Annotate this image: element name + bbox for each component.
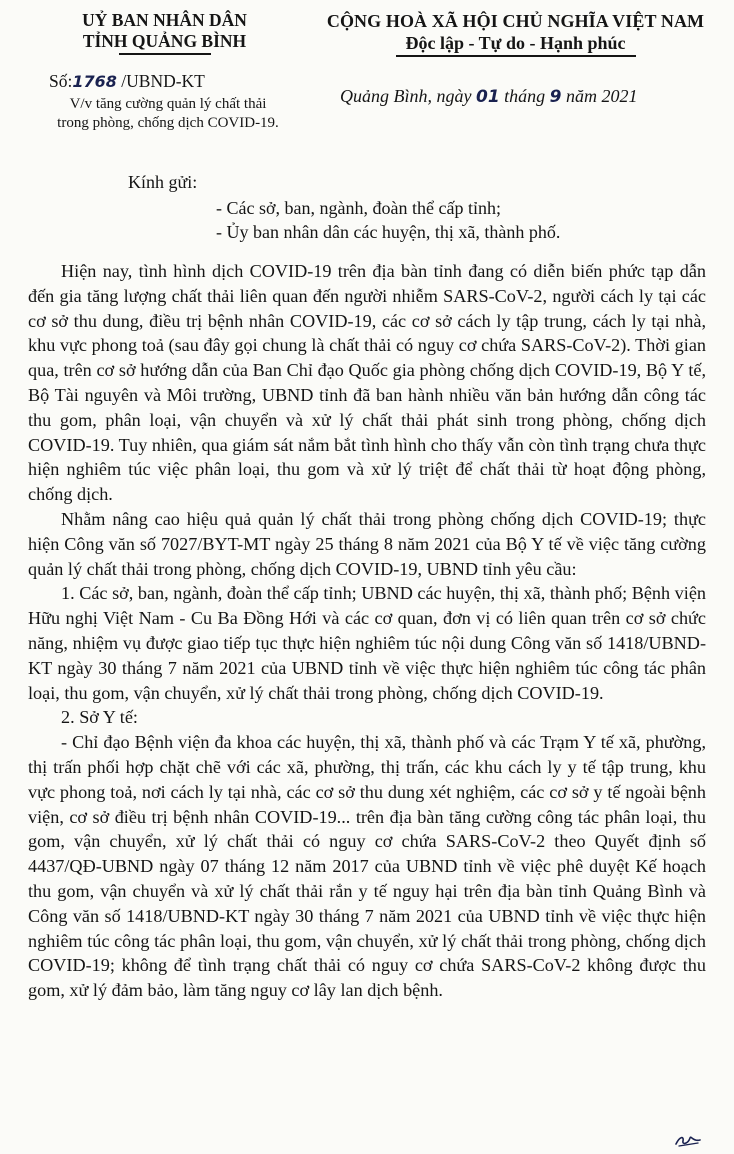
date-month-label: tháng xyxy=(504,86,546,106)
motto-underline xyxy=(396,55,636,57)
issuing-authority xyxy=(22,10,307,55)
subject-line-2: trong phòng, chống dịch COVID-19. xyxy=(57,114,279,131)
subject-line-1: V/v tăng cường quản lý chất thải xyxy=(69,96,267,112)
body-paragraph: 1. Các sở, ban, ngành, đoàn thể cấp tỉnh; UBND các huyện, thị xã, thành phố; Bệnh viện Hữu nghị Việt Nam - Cu Ba Đồng Hới và các cơ quan, đơn vị có liên quan trên cơ sở chức năng, nhiệm vụ được giao tiếp tục thực hiện nghiêm túc nội dung Công văn số 1418/UBND-KT ngày 30 tháng 7 năm 2021 của UBND tỉnh về việc thực hiện nghiêm túc công tác phân loại, thu gom, vận chuyển, xử lý chất thải trong phòng, chống dịch COVID-19. xyxy=(28,583,706,703)
motto-line: Độc lập - Tự do - Hạnh phúc xyxy=(405,33,626,53)
body-paragraph: - Chỉ đạo Bệnh viện đa khoa các huyện, thị xã, thành phố và các Trạm Y tế xã, phường, thị trấn phối hợp chặt chẽ với các xã, phường, thị trấn, các khu cách ly y tế tập trung, khu vực phong toả, nơi cách ly tại nhà, các cơ sở thu dung xét nghiệm, các cơ sở y tế ngoài bệnh viện, cơ sở điều trị bệnh nhân COVID-19... trên địa bàn tăng cường công tác phân loại, thu gom, vận chuyển, xử lý chất thải có nguy cơ chứa SARS-CoV-2 theo Quyết định số 4437/QĐ-UBND ngày 07 tháng 12 năm 2017 của UBND tỉnh về việc phê duyệt Kế hoạch thu gom, vận chuyển và xử lý chất thải rắn y tế nguy hại trên địa bàn tỉnh Quảng Bình và Công văn số 1418/UBND-KT ngày 30 tháng 7 năm 2021 của UBND tỉnh về việc thực hiện nghiêm túc công tác phân loại, thu gom, vận chuyển, xử lý chất thải trong phòng, chống dịch COVID-19; không để tình trạng chất thải có nguy cơ chứa SARS-CoV-2 không được thu gom, xử lý đảm bảo, làm tăng nguy cơ lây lan dịch bệnh. xyxy=(28,732,706,1001)
body-paragraph: Hiện nay, tình hình dịch COVID-19 trên địa bàn tỉnh đang có diễn biến phức tạp dẫn đến gia tăng lượng chất thải liên quan đến người nhiễm SARS-CoV-2, người cách ly tại các cơ sở thu dung, điều trị bệnh nhân COVID-19, các cơ sở cách ly tập trung, cách ly tại nhà, khu vực phong toả (sau đây gọi chung là chất thải có nguy cơ chứa SARS-CoV-2). Thời gian qua, trên cơ sở hướng dẫn của Ban Chỉ đạo Quốc gia phòng chống dịch COVID-19, Bộ Y tế, Bộ Tài nguyên và Môi trường, UBND tỉnh đã ban hành nhiều văn bản hướng dẫn công tác thu gom, phân loại, vận chuyển và xử lý chất thải phát sinh trong phòng, chống dịch COVID-19. Tuy nhiên, qua giám sát nắm bắt tình hình cho thấy vẫn còn tình trạng chưa thực hiện nghiêm túc việc phân loại, thu gom và xử lý triệt để chất thải từ hoạt động phòng, chống dịch. xyxy=(28,261,706,505)
authority-underline xyxy=(119,53,211,55)
national-title: CỘNG HOÀ XÃ HỘI CHỦ NGHĨA VIỆT NAM xyxy=(326,11,705,31)
authority-line-1: UỶ BAN NHÂN DÂN xyxy=(82,10,247,30)
document-number-suffix: /UBND-KT xyxy=(121,71,205,91)
recipient-item: - Các sở, ban, ngành, đoàn thể cấp tỉnh; xyxy=(216,198,501,218)
date-day-handwritten: 01 xyxy=(475,87,500,107)
recipient-item: - Ủy ban nhân dân các huyện, thị xã, thành phố. xyxy=(216,222,561,242)
national-motto xyxy=(303,10,728,57)
body-paragraph: Nhằm nâng cao hiệu quả quản lý chất thải trong phòng chống dịch COVID-19; thực hiện Công văn số 7027/BYT-MT ngày 25 tháng 8 năm 2021 của Bộ Y tế về việc tăng cường quản lý chất thải trong phòng, chống dịch COVID-19, UBND tỉnh yêu cầu: xyxy=(28,508,706,579)
initials-signature-icon xyxy=(674,1132,702,1148)
date-month-handwritten: 9 xyxy=(549,87,562,107)
document-body xyxy=(28,259,706,1003)
document-number xyxy=(49,71,205,92)
authority-line-2: TỈNH QUẢNG BÌNH xyxy=(82,31,247,51)
body-paragraph: 2. Sở Y tế: xyxy=(61,707,138,728)
recipients-label: Kính gửi: xyxy=(128,172,198,192)
date-year: năm 2021 xyxy=(566,86,638,106)
document-number-handwritten: 1768 xyxy=(72,72,117,91)
document-subject xyxy=(30,95,306,132)
document-number-prefix: Số: xyxy=(49,71,73,91)
issue-date xyxy=(340,86,638,107)
date-place: Quảng Bình, ngày xyxy=(340,86,472,106)
